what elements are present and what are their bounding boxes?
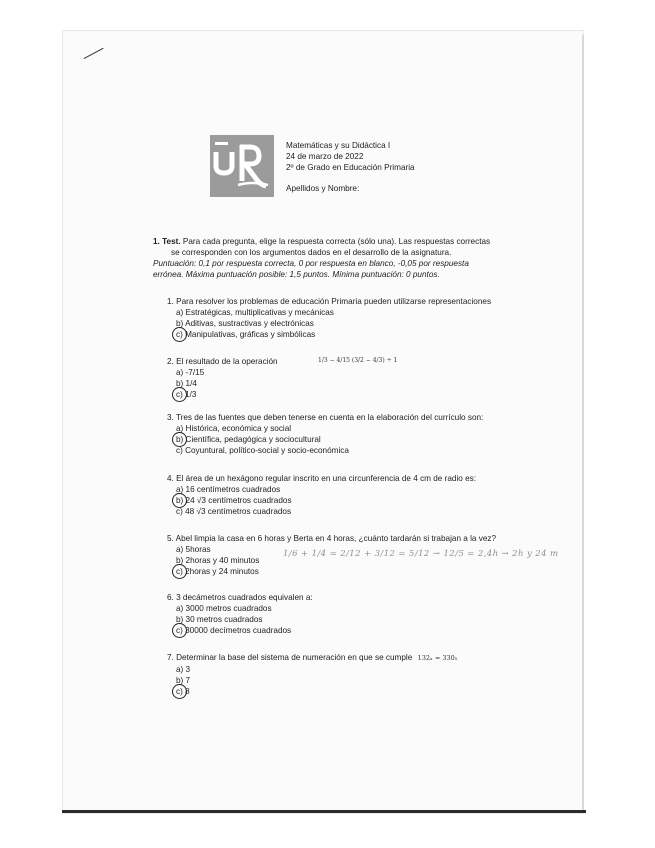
option-a[interactable]: a) 3 <box>176 665 191 674</box>
question-4 <box>167 473 476 517</box>
question-text: 7. Determinar la base del sistema de numeración en que se cumple <box>167 653 413 662</box>
answer-circle <box>172 564 187 579</box>
answer-circle <box>172 684 187 699</box>
question-text: 2. El resultado de la operación <box>167 357 278 366</box>
question-text: 4. El área de un hexágono regular inscrito en una circunferencia de 4 cm de radio es: <box>167 474 477 483</box>
option-b[interactable]: b) Científica, pedagógica y sociocultural <box>176 434 483 445</box>
instructions-text-a: Para cada pregunta, elige la respuesta correcta (sólo una). Las respuestas correctas <box>182 237 491 246</box>
question-3 <box>167 412 483 456</box>
option-a[interactable]: a) Estratégicas, multiplicativas y mecánicas <box>176 308 334 317</box>
answer-circle <box>172 327 187 342</box>
question-text: 5. Abel limpia la casa en 6 horas y Berta en 4 horas, ¿cuánto tardarán si trabajan a la vez? <box>167 534 497 543</box>
option-b[interactable]: b) 1/4 <box>176 379 197 388</box>
degree-name: 2º de Grado en Educación Primaria <box>286 163 415 172</box>
section-number: 1. <box>153 237 160 246</box>
option-c[interactable]: c) Manipulativas, gráficas y simbólicas <box>176 329 491 340</box>
question-7 <box>167 652 457 697</box>
option-a[interactable]: a) 5horas <box>176 545 211 554</box>
option-a[interactable]: a) Histórica, económica y social <box>176 424 292 433</box>
option-b[interactable]: b) 24 √3 centímetros cuadrados <box>176 495 476 506</box>
option-c[interactable]: c) 2horas y 24 minutos <box>176 566 496 577</box>
question-2 <box>167 356 278 400</box>
scoring-text-b: errónea. Máxima puntuación posible: 1,5 puntos. Mínima puntuación: 0 puntos. <box>153 270 440 279</box>
option-a[interactable]: a) 16 centímetros cuadrados <box>176 485 281 494</box>
base-equation: 132ₓ = 330₅ <box>417 654 458 662</box>
option-c[interactable]: c) 1/3 <box>176 389 278 400</box>
option-c[interactable]: c) 30000 decímetros cuadrados <box>176 625 313 636</box>
instructions-text-b: se corresponden con los argumentos dados en el desarrollo de la asignatura. <box>171 248 452 257</box>
option-c[interactable]: c) 48 √3 centímetros cuadrados <box>176 507 292 516</box>
scoring-text-a: Puntuación: 0,1 por respuesta correcta, 0 por respuesta en blanco, -0,05 por respuesta <box>153 259 469 268</box>
answer-circle <box>172 623 187 638</box>
test-instructions <box>153 236 513 280</box>
question-1 <box>167 296 491 340</box>
sheet-bottom-edge <box>62 810 586 813</box>
option-a[interactable]: a) -7/15 <box>176 368 205 377</box>
question-6 <box>167 592 313 636</box>
option-b[interactable]: b) 2horas y 40 minutos <box>176 556 260 565</box>
question-text: 1. Para resolver los problemas de educación Primaria pueden utilizarse representaciones <box>167 297 492 306</box>
student-name-label: Apellidos y Nombre: <box>286 184 360 193</box>
option-b[interactable]: b) Aditivas, sustractivas y electrónicas <box>176 319 314 328</box>
exam-date: 24 de marzo de 2022 <box>286 152 364 161</box>
question-text: 6. 3 decámetros cuadrados equivalen a: <box>167 593 313 602</box>
operation-formula: 1/3 − 4/15 (3/2 − 4/3) ÷ 1 <box>318 357 398 364</box>
section-title: Test. <box>162 237 181 246</box>
option-c[interactable]: c) 8 <box>176 686 457 697</box>
option-b[interactable]: b) 30 metros cuadrados <box>176 615 263 624</box>
option-b[interactable]: b) 7 <box>176 676 191 685</box>
exam-header <box>286 140 415 194</box>
option-a[interactable]: a) 3000 metros cuadrados <box>176 604 272 613</box>
question-text: 3. Tres de las fuentes que deben tenerse en cuenta en la elaboración del currículo son: <box>167 413 484 422</box>
course-title: Matemáticas y su Didáctica I <box>286 141 391 150</box>
option-c[interactable]: c) Coyuntural, político-social y socio-económica <box>176 446 349 455</box>
university-logo-icon <box>210 135 274 197</box>
handwritten-calculation: 1/6 + 1/4 = 2/12 + 3/12 = 5/12 → 12/5 = 2,4h → 2h y 24 m <box>283 549 559 559</box>
sheet-edge <box>582 35 584 810</box>
answer-circle <box>172 387 187 402</box>
